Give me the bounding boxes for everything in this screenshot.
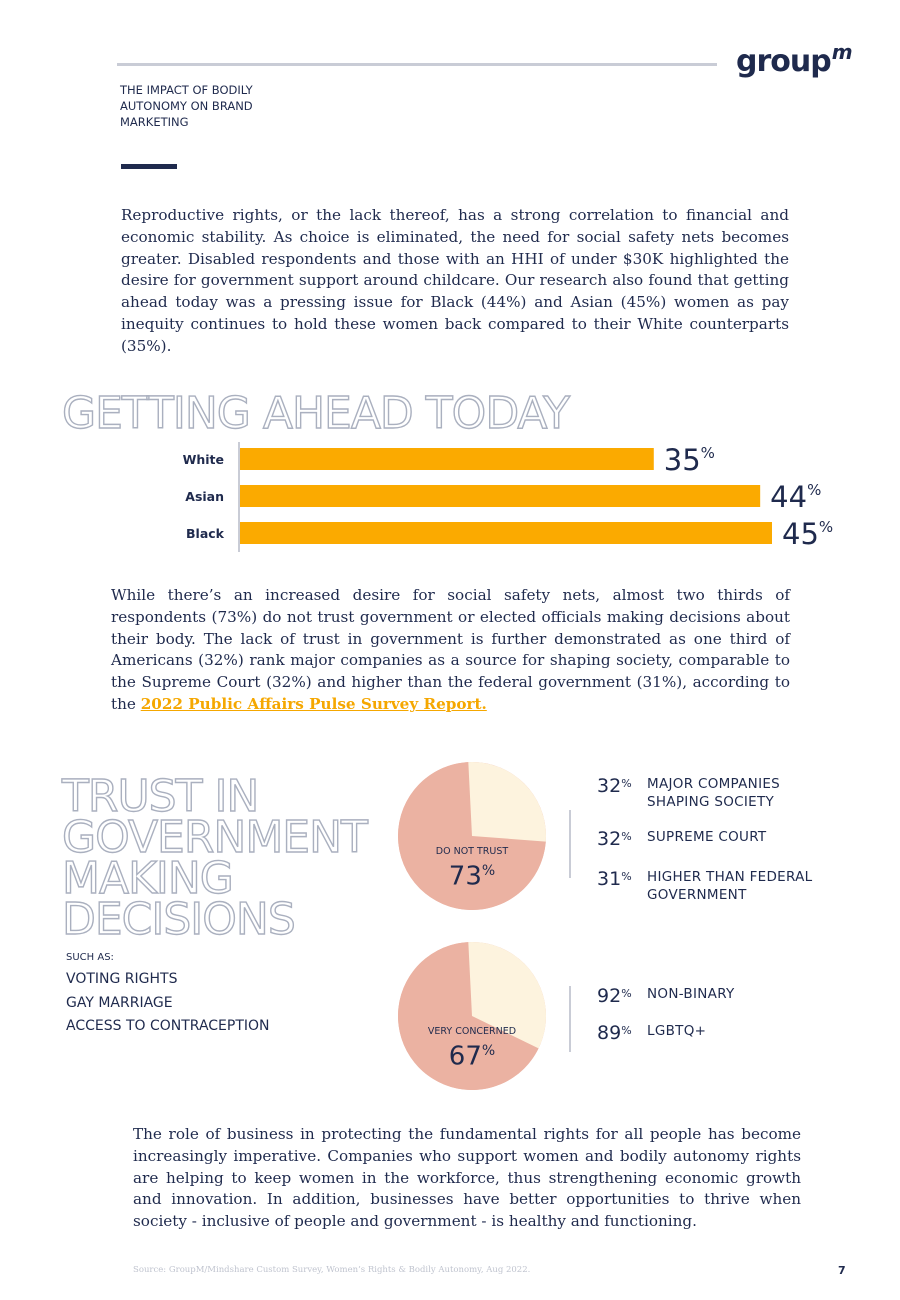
rights-list-item: GAY MARRIAGE xyxy=(66,994,173,1011)
rights-list-item: VOTING RIGHTS xyxy=(66,971,178,987)
category-label: Black xyxy=(186,526,224,541)
rights-list xyxy=(66,968,270,1039)
category-label: White xyxy=(182,452,224,467)
such-as-label: SUCH AS: xyxy=(66,952,114,963)
very-concerned-caption: VERY CONCERNED xyxy=(427,1026,517,1037)
page-number: 7 xyxy=(838,1264,846,1277)
stat-major-companies: 32% MAJOR COMPANIES SHAPING SOCIETY xyxy=(597,775,781,810)
chart-axis-line xyxy=(238,442,240,552)
report-title: THE IMPACT OF BODILY AUTONOMY ON BRAND MARKETING xyxy=(120,83,253,129)
value-label: 44% xyxy=(770,480,822,514)
stat-supreme-court: 32% SUPREME COURT xyxy=(597,828,767,850)
do-not-trust-pie-remainder-slice xyxy=(468,762,546,842)
stat-lgbtq: 89% LGBTQ+ xyxy=(597,1022,707,1044)
getting-ahead-heading: GETTING AHEAD TODAY xyxy=(62,388,569,439)
groupm-logo: group$^m$ xyxy=(736,40,852,79)
trust-paragraph-text: While there’s an increased desire for social safety nets, almost two thirds of respondents (73%) do not trust government or elected officials making decisions about their body. The lack of trust in government is further demonstrated as one third of Americans (32%) rank major companies as a source for shaping society, comparable to the Supreme Court (32%) and higher than the federal government (31%), according to the xyxy=(111,586,790,713)
trust-heading: TRUST IN GOVERNMENT MAKING DECISIONS xyxy=(62,771,367,945)
value-label: 35% xyxy=(663,443,715,477)
source-note: Source: GroupM/Mindshare Custom Survey, Women’s Rights & Bodily Autonomy, Aug 2022. xyxy=(133,1265,531,1275)
do-not-trust-percent: 73% xyxy=(448,861,496,892)
title-underline xyxy=(121,164,177,169)
value-label: 45% xyxy=(782,517,834,551)
stats-divider xyxy=(569,810,571,878)
do-not-trust-caption: DO NOT TRUST xyxy=(435,846,509,857)
stat-federal-government: 31% HIGHER THAN FEDERAL GOVERNMENT xyxy=(597,868,813,903)
bar-black xyxy=(240,522,772,544)
very-concerned-percent: 67% xyxy=(448,1041,496,1072)
trust-paragraph xyxy=(111,585,790,716)
top-rule xyxy=(117,63,717,66)
rights-list-item: ACCESS TO CONTRACEPTION xyxy=(66,1018,270,1034)
stat-non-binary: 92% NON-BINARY xyxy=(597,985,735,1007)
category-label: Asian xyxy=(185,489,224,504)
bar-asian xyxy=(240,485,760,507)
very-concerned-label xyxy=(426,1026,518,1071)
business-role-paragraph: The role of business in protecting the fundamental rights for all people has become increasingly imperative. Companies who support women and bodily autonomy rights are helping to keep women in the workforce, thus strengthening economic growth and innovation. In addition, businesses have better opportunities to thrive when society - inclusive of people and government - is healthy and functioning. xyxy=(133,1125,801,1231)
pulse-survey-link[interactable]: 2022 Public Affairs Pulse Survey Report. xyxy=(140,694,487,713)
do-not-trust-label xyxy=(416,846,528,891)
intro-paragraph: Reproductive rights, or the lack thereof, has a strong correlation to financial and economic stability. As choice is eliminated, the need for social safety nets becomes greater. Disabled respondents and those with an HHI of under $30K highlighted the desire for government support around childcare. Our research also found that getting ahead today was a pressing issue for Black (44%) and Asian (45%) women as pay inequity continues to hold these women back compared to their White counterparts (35%). xyxy=(121,206,789,355)
bar-white xyxy=(240,448,654,470)
stats-divider xyxy=(569,986,571,1052)
